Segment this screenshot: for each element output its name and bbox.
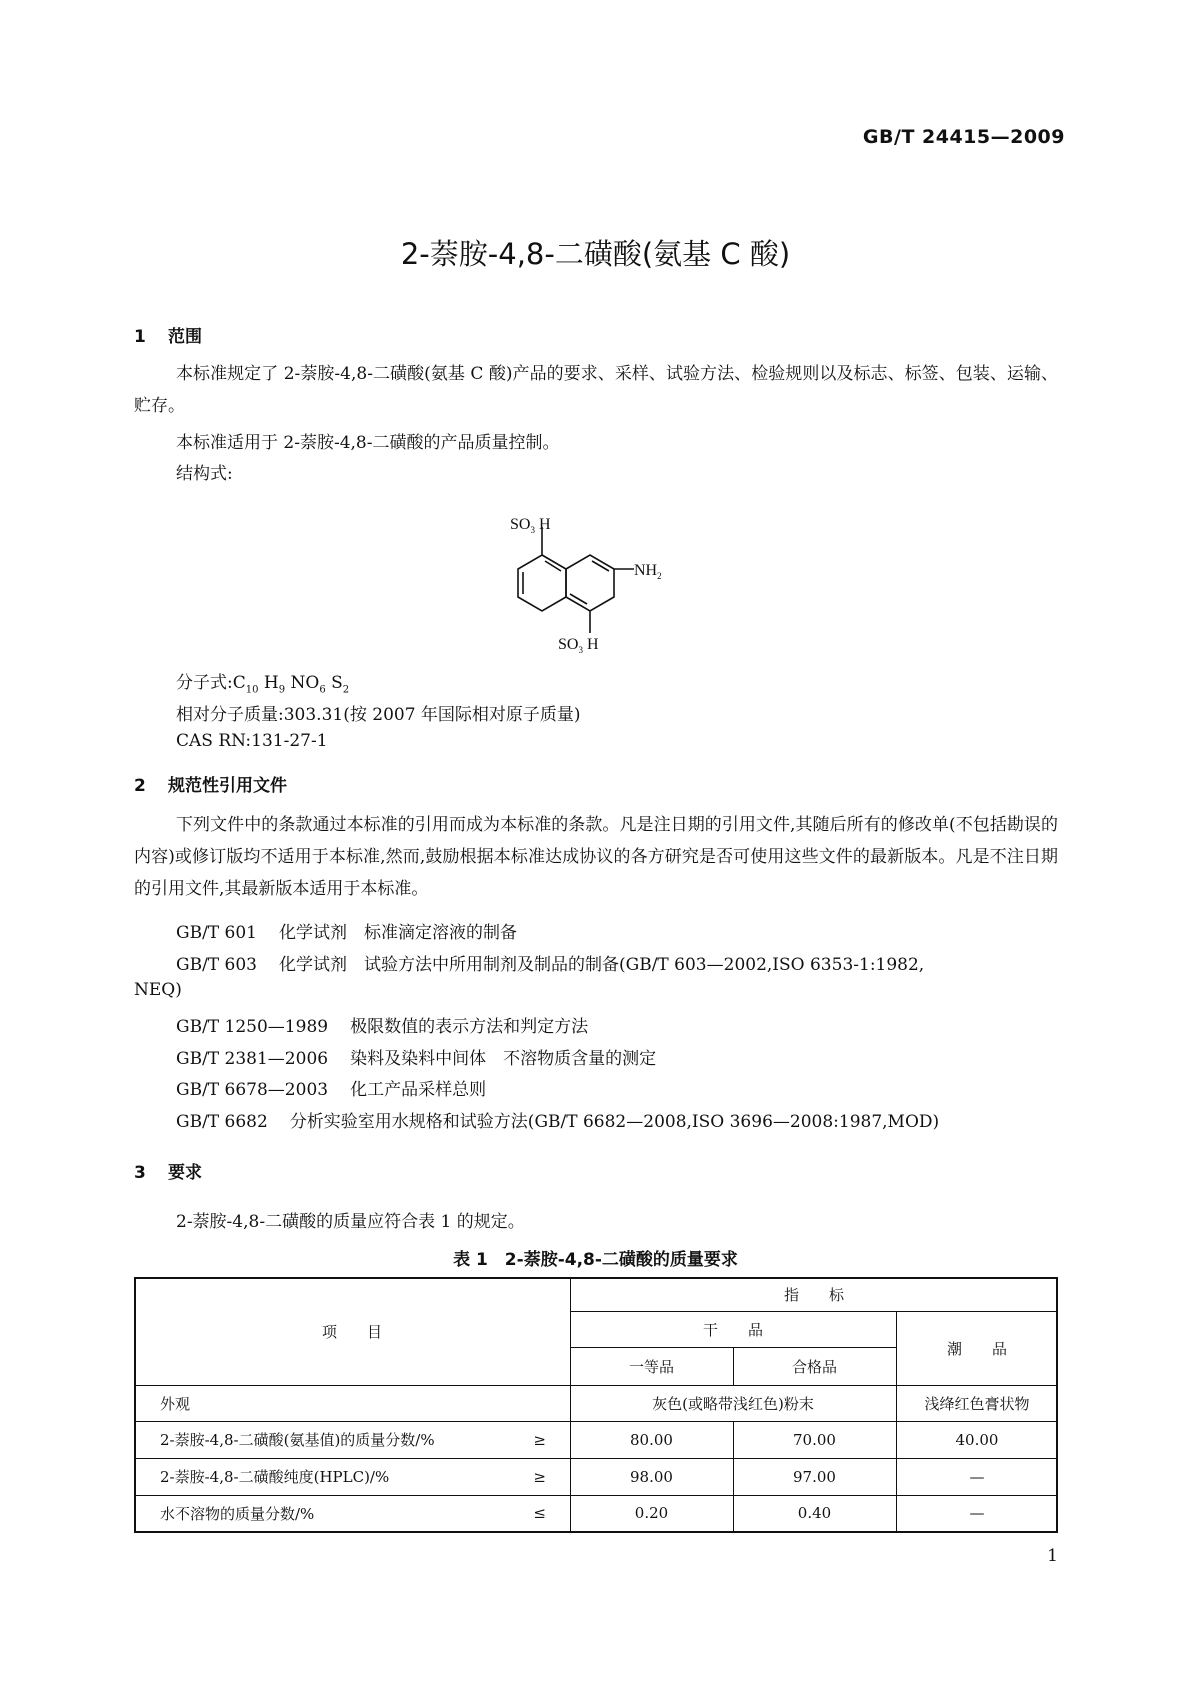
section-3-heading: 3 要求 bbox=[134, 1163, 202, 1183]
table-cell-first: 80.00 bbox=[630, 1430, 673, 1449]
header-wet: 潮 品 bbox=[946, 1339, 1007, 1358]
header-qualified: 合格品 bbox=[791, 1357, 837, 1376]
document-title: 2-萘胺-4,8-二磺酸(氨基 C 酸) bbox=[400, 237, 791, 271]
amine-group: NH bbox=[634, 562, 658, 579]
header-dry: 干 品 bbox=[702, 1320, 763, 1339]
table-cell-wet: — bbox=[969, 1467, 985, 1486]
reference-item: GB/T 601 化学试剂 标准滴定溶液的制备 bbox=[176, 923, 517, 943]
table-cell-wet: 40.00 bbox=[955, 1430, 999, 1449]
table-cell-wet: 浅绛红色膏状物 bbox=[924, 1394, 1030, 1413]
section-number: 1 bbox=[134, 327, 146, 347]
reference-item: GB/T 2381—2006 染料及染料中间体 不溶物质含量的测定 bbox=[176, 1049, 657, 1069]
table-cell-first: 0.20 bbox=[634, 1504, 669, 1522]
header-first-grade: 一等品 bbox=[628, 1357, 674, 1376]
svg-text:NH2: $NH_2$ bbox=[634, 562, 662, 581]
table-row-item: 2-萘胺-4,8-二磺酸纯度(HPLC)/% ≥ bbox=[160, 1467, 546, 1486]
table-cell-qualified: 0.40 bbox=[797, 1504, 832, 1522]
table-cell-first: 98.00 bbox=[630, 1467, 673, 1486]
section-title: 范围 bbox=[168, 327, 202, 347]
table-caption: 表 1 2-萘胺-4,8-二磺酸的质量要求 bbox=[453, 1250, 738, 1270]
reference-item: GB/T 1250—1989 极限数值的表示方法和判定方法 bbox=[176, 1017, 589, 1037]
standard-code: GB/T 24415—2009 bbox=[862, 126, 1065, 148]
table-cell-qualified: 97.00 bbox=[793, 1467, 836, 1486]
header-index: 指 标 bbox=[783, 1285, 844, 1304]
section-3-paragraph: 2-萘胺-4,8-二磺酸的质量应符合表 1 的规定。 bbox=[176, 1212, 525, 1232]
naphthalene-structure-diagram bbox=[510, 515, 670, 655]
reference-item: GB/T 6678—2003 化工产品采样总则 bbox=[176, 1080, 487, 1100]
table-row-item: 外观 bbox=[160, 1394, 191, 1413]
table-cell-dry: 灰色(或略带浅红色)粉末 bbox=[652, 1394, 814, 1413]
section-1-paragraph-2: 本标准适用于 2-萘胺-4,8-二磺酸的产品质量控制。 bbox=[176, 433, 560, 453]
reference-item: GB/T 603 化学试剂 试验方法中所用制剂及制品的制备(GB/T 603—2002,ISO 6353-1:1982, bbox=[176, 955, 925, 975]
table-row-item: 2-萘胺-4,8-二磺酸(氨基值)的质量分数/% ≥ bbox=[160, 1430, 546, 1449]
table-cell-qualified: 70.00 bbox=[793, 1430, 836, 1449]
reference-item: GB/T 6682 分析实验室用水规格和试验方法(GB/T 6682—2008,ISO 3696—2008:1987,MOD) bbox=[176, 1112, 940, 1132]
svg-text:SO3H: $SO_3$ H bbox=[510, 516, 551, 535]
section-2-intro: 下列文件中的条款通过本标准的引用而成为本标准的条款。凡是注日期的引用文件,其随后所有的修改单(不包括勘误的内容)或修订版均不适用于本标准,然而,鼓励根据本标准达成协议的各方研究是否可使用这些文件的最新版本。凡是不注日期的引用文件,其最新版本适用于本标准。 bbox=[134, 815, 1058, 899]
cas-number: CAS RN:131-27-1 bbox=[176, 731, 328, 751]
structure-label: 结构式: bbox=[176, 464, 233, 484]
quality-requirements-table bbox=[134, 1277, 1058, 1533]
page-number: 1 bbox=[1047, 1546, 1058, 1566]
section-1-paragraph-1: 本标准规定了 2-萘胺-4,8-二磺酸(氨基 C 酸)产品的要求、采样、试验方法、检验规则以及标志、标签、包装、运输、贮存。 bbox=[134, 364, 1058, 416]
section-2-heading: 2 规范性引用文件 bbox=[134, 776, 287, 796]
header-item: 项 目 bbox=[321, 1322, 382, 1341]
table-cell-wet: — bbox=[969, 1504, 985, 1522]
bottom-sulfo-group: SO bbox=[558, 636, 579, 653]
table-row-item: 水不溶物的质量分数/% ≤ bbox=[160, 1504, 546, 1523]
molecular-formula: 分子式$:C_{10}$ $H_9$ $NO_6$ $S_2$ bbox=[176, 673, 350, 696]
structural-formula bbox=[510, 515, 670, 655]
section-1-heading bbox=[134, 322, 202, 347]
reference-item-continuation: NEQ) bbox=[134, 980, 182, 1000]
molecular-mass: 相对分子质量:303.31(按 2007 年国际相对原子质量) bbox=[176, 705, 581, 725]
top-sulfo-group: SO bbox=[510, 516, 531, 533]
svg-text:SO3H: $SO_3$ H bbox=[558, 636, 599, 655]
